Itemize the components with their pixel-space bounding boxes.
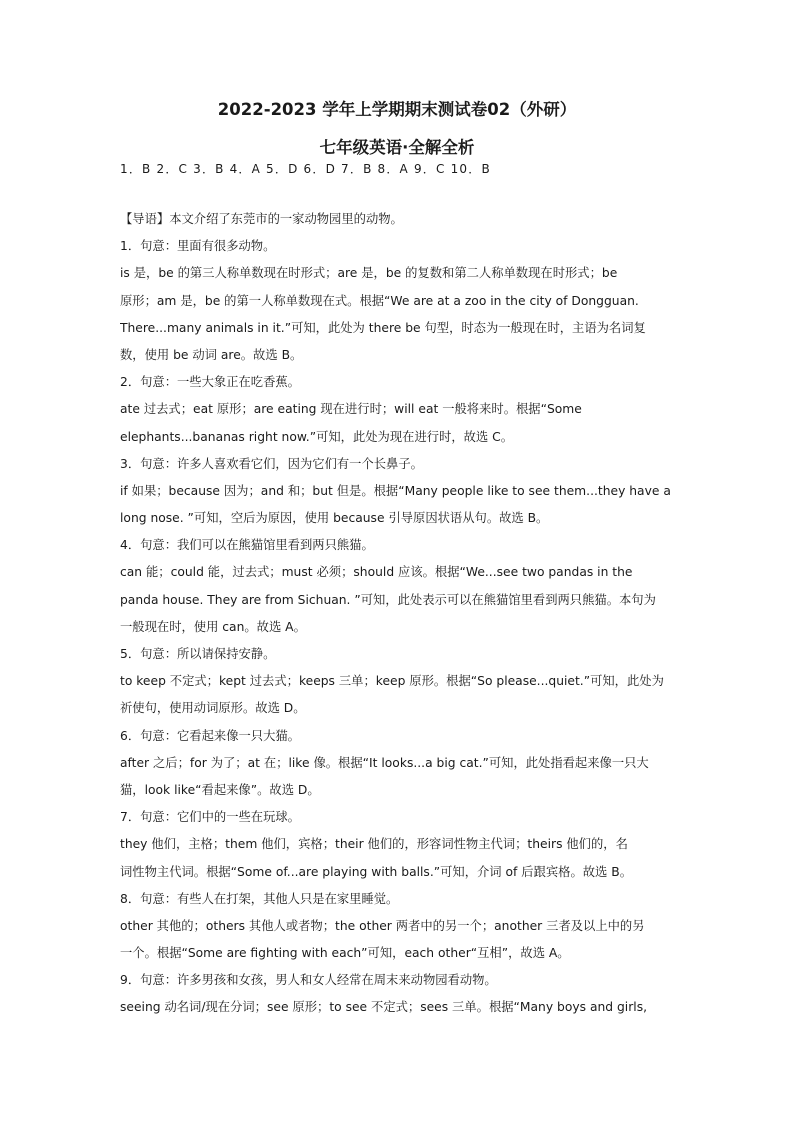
- document-title: 2022-2023 学年上学期期末测试卷02（外研）: [217, 100, 577, 119]
- question-6-explanation: 猫，look like“看起来像”。故选 D。: [120, 782, 320, 797]
- question-6-meaning: 6．句意：它看起来像一只大猫。: [120, 728, 300, 743]
- question-7-meaning: 7．句意：它们中的一些在玩球。: [120, 810, 300, 825]
- question-1-meaning: 1．句意：里面有很多动物。: [120, 239, 276, 254]
- question-5-meaning: 5．句意：所以请保持安静。: [120, 647, 276, 661]
- question-3-explanation: long nose. ”可知，空后为原因，使用 because 引导原因状语从句。故选 B。: [120, 511, 549, 526]
- question-5-explanation: 祈使句，使用动词原形。故选 D。: [120, 701, 306, 716]
- question-6-explanation: after 之后；for 为了；at 在；like 像。根据“It looks...a big cat.”可知，此处指看起来像一只大: [120, 755, 649, 770]
- question-3-meaning: 3．句意：许多人喜欢看它们，因为它们有一个长鼻子。: [120, 456, 423, 471]
- question-2-meaning: 2．句意：一些大象正在吃香蕉。: [120, 375, 300, 390]
- question-8-explanation: other 其他的；others 其他人或者物；the other 两者中的另一个；another 三者及以上中的另: [120, 918, 645, 933]
- document-subtitle: 七年级英语·全解全析: [319, 138, 475, 157]
- question-8-explanation: 一个。根据“Some are fighting with each”可知，each other“互相”，故选 A。: [120, 946, 570, 961]
- answer-key: 1．B 2．C 3．B 4．A 5．D 6．D 7．B 8．A 9．C 10．B: [120, 162, 491, 176]
- question-2-explanation: ate 过去式；eat 原形；are eating 现在进行时；will eat 一般将来时。根据“Some: [120, 402, 582, 417]
- question-9-explanation: seeing 动名词/现在分词；see 原形；to see 不定式；sees 三单。根据“Many boys and girls,: [120, 1000, 648, 1015]
- analysis-body: [120, 206, 680, 1022]
- question-8-meaning: 8．句意：有些人在打架，其他人只是在家里睡觉。: [120, 891, 399, 906]
- question-3-explanation: if 如果；because 因为；and 和；but 但是。根据“Many people like to see them...they have a: [120, 483, 671, 498]
- question-4-explanation: 一般现在时，使用 can。故选 A。: [120, 619, 306, 634]
- question-4-explanation: can 能；could 能，过去式；must 必须；should 应该。根据“We...see two pandas in the: [120, 565, 633, 580]
- question-4-explanation: panda house. They are from Sichuan. ”可知，此处表示可以在熊猫馆里看到两只熊猫。本句为: [120, 592, 656, 607]
- question-1-explanation: 原形；am 是，be 的第一人称单数现在式。根据“We are at a zoo in the city of Dongguan.: [120, 293, 639, 308]
- question-7-explanation: they 他们，主格；them 他们，宾格；their 他们的，形容词性物主代词；theirs 他们的，名: [120, 837, 628, 852]
- question-1-explanation: is 是，be 的第三人称单数现在时形式；are 是，be 的复数和第二人称单数现在时形式；be: [120, 266, 618, 281]
- question-9-meaning: 9．句意：许多男孩和女孩，男人和女人经常在周末来动物园看动物。: [120, 973, 497, 988]
- question-1-explanation: 数，使用 be 动词 are。故选 B。: [120, 347, 303, 362]
- intro-line: 【导语】本文介绍了东莞市的一家动物园里的动物。: [120, 212, 403, 226]
- question-7-explanation: 词性物主代词。根据“Some of...are playing with balls.”可知，介词 of 后跟宾格。故选 B。: [120, 864, 632, 879]
- question-5-explanation: to keep 不定式；kept 过去式；keeps 三单；keep 原形。根据“So please...quiet.”可知，此处为: [120, 674, 664, 689]
- question-4-meaning: 4．句意：我们可以在熊猫馆里看到两只熊猫。: [120, 538, 374, 553]
- question-2-explanation: elephants...bananas right now.”可知，此处为现在进行时，故选 C。: [120, 429, 514, 444]
- question-1-explanation: There...many animals in it.”可知，此处为 there be 句型，时态为一般现在时，主语为名词复: [120, 320, 646, 335]
